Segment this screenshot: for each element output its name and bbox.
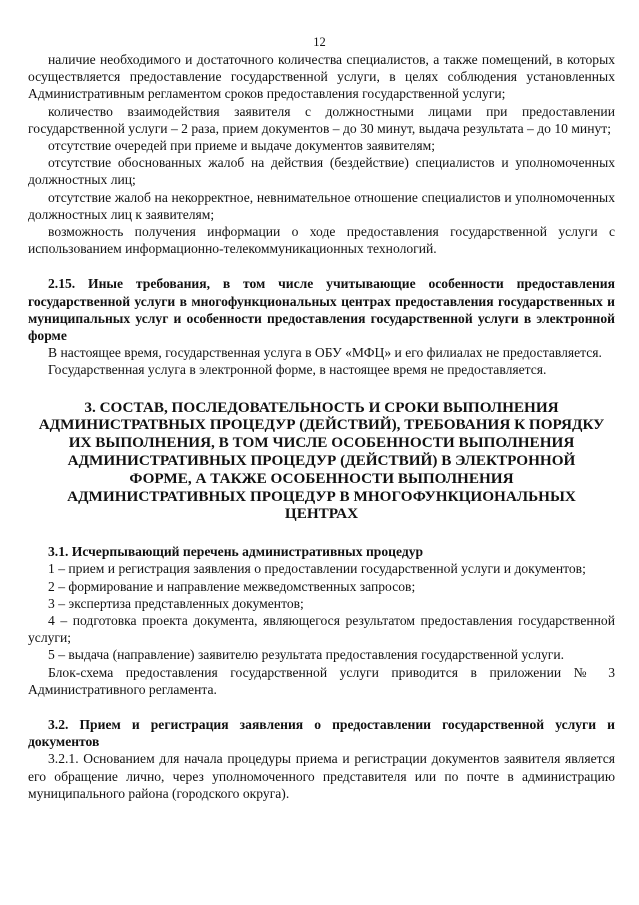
paragraph: 1 – прием и регистрация заявления о предоставлении государственной услуги и документов;: [48, 561, 586, 577]
page-number: 12: [313, 35, 326, 49]
paragraph: возможность получения информации о ходе предоставления государственной услуги с использованием информационно-телекоммуникационных технологий.: [28, 224, 615, 257]
paragraph: 5 – выдача (направление) заявителю результата предоставления государственной услуги.: [48, 647, 565, 663]
chapter-title-3: 3. СОСТАВ, ПОСЛЕДОВАТЕЛЬНОСТЬ И СРОКИ ВЫПОЛНЕНИЯ АДМИНИСТРАТВНЫХ ПРОЦЕДУР (ДЕЙСТВИЙ), ТРЕБОВАНИЯ К ПОРЯДКУ ИХ ВЫПОЛНЕНИЯ, В ТОМ ЧИСЛЕ ОСОБЕННОСТИ ВЫПОЛНЕНИЯ АДМИНИСТРАТИВНЫХ ПРОЦЕДУР (ДЕЙСТВИЙ) В ЭЛЕКТРОННОЙ ФОРМЕ, А ТАКЖЕ ОСОБЕННОСТИ ВЫПОЛНЕНИЯ АДМИНИСТРАТИВНЫХ ПРОЦЕДУР В МНОГОФУНКЦИОНАЛЬНЫХ ЦЕНТРАХ: [38, 398, 605, 523]
paragraph: 3 – экспертиза представленных документов;: [48, 595, 304, 611]
paragraph: наличие необходимого и достаточного количества специалистов, а также помещений, в которых осуществляется предоставление государственной услуги, в целях соблюдения установленных Административным регламентом сроков предоставления государственной услуги;: [28, 52, 615, 102]
paragraph: В настоящее время, государственная услуга в ОБУ «МФЦ» и его филиалах не предоставляется.: [48, 345, 602, 361]
paragraph: количество взаимодействия заявителя с должностными лицами при предоставлении государственной услуги – 2 раза, прием документов – до 30 минут, выдача результата – до 10 минут;: [28, 103, 615, 136]
paragraph: 3.2.1. Основанием для начала процедуры приема и регистрации документов заявителя является его обращение лично, через уполномоченного представителя или по почте в администрацию муниципального района (городского округа).: [28, 751, 615, 801]
section-heading-3-2: 3.2. Прием и регистрация заявления о предоставлении государственной услуги и документов: [28, 717, 615, 750]
paragraph: Блок-схема предоставления государственной услуги приводится в приложении № 3 Административного регламента.: [28, 664, 615, 697]
paragraph: 2 – формирование и направление межведомственных запросов;: [48, 578, 416, 594]
paragraph: 4 – подготовка проекта документа, являющегося результатом предоставления государственной услуги;: [28, 613, 615, 646]
paragraph: отсутствие очередей при приеме и выдаче документов заявителям;: [48, 138, 435, 154]
document-body: [28, 51, 615, 802]
section-heading-3-1: 3.1. Исчерпывающий перечень административных процедур: [48, 544, 424, 560]
paragraph: отсутствие обоснованных жалоб на действия (бездействие) специалистов и уполномоченных должностных лиц;: [28, 155, 615, 188]
paragraph: отсутствие жалоб на некорректное, невнимательное отношение специалистов и уполномоченных должностных лиц к заявителям;: [28, 189, 615, 222]
section-heading-2-15: 2.15. Иные требования, в том числе учитывающие особенности предоставления государственной услуги в многофункциональных центрах предоставления государственных и муниципальных услуг и особенности предоставления государственной услуги в электронной форме: [28, 276, 615, 344]
paragraph: Государственная услуга в электронной форме, в настоящее время не предоставляется.: [48, 362, 547, 378]
